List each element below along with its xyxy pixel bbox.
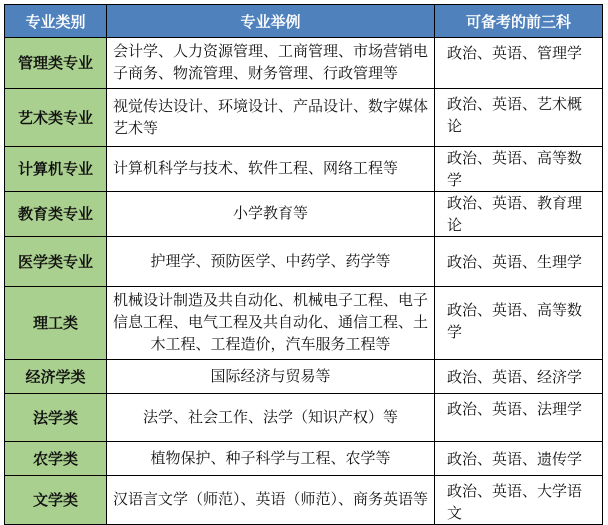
examples-cell: 会计学、人力资源管理、工商管理、市场营销电子商务、物流管理、财务管理、行政管理等 bbox=[107, 38, 435, 89]
table-row bbox=[5, 237, 603, 287]
subjects-cell: 政治、英语、大学语文 bbox=[435, 476, 603, 525]
category-cell: 艺术类专业 bbox=[5, 89, 107, 147]
subjects-cell: 政治、英语、高等数学 bbox=[435, 287, 603, 360]
subjects-cell: 政治、英语、遗传学 bbox=[435, 442, 603, 476]
category-cell: 教育类专业 bbox=[5, 192, 107, 237]
subjects-cell: 政治、英语、生理学 bbox=[435, 237, 603, 287]
table-row bbox=[5, 38, 603, 89]
table-row bbox=[5, 192, 603, 237]
header-examples: 专业举例 bbox=[107, 5, 435, 38]
table-row bbox=[5, 442, 603, 476]
category-cell: 农学类 bbox=[5, 442, 107, 476]
table-row bbox=[5, 147, 603, 192]
category-cell: 法学类 bbox=[5, 394, 107, 442]
examples-cell: 国际经济与贸易等 bbox=[107, 360, 435, 394]
table-row bbox=[5, 287, 603, 360]
subjects-cell: 政治、英语、教育理论 bbox=[435, 192, 603, 237]
category-cell: 计算机专业 bbox=[5, 147, 107, 192]
subjects-cell: 政治、英语、高等数学 bbox=[435, 147, 603, 192]
subjects-cell: 政治、英语、艺术概论 bbox=[435, 89, 603, 147]
examples-cell: 护理学、预防医学、中药学、药学等 bbox=[107, 237, 435, 287]
category-cell: 医学类专业 bbox=[5, 237, 107, 287]
table-header-row bbox=[5, 5, 603, 38]
subjects-cell: 政治、英语、经济学 bbox=[435, 360, 603, 394]
subjects-cell: 政治、英语、管理学 bbox=[435, 38, 603, 89]
category-cell: 理工类 bbox=[5, 287, 107, 360]
subjects-cell: 政治、英语、法理学 bbox=[435, 394, 603, 442]
category-cell: 经济学类 bbox=[5, 360, 107, 394]
header-category: 专业类别 bbox=[5, 5, 107, 38]
category-cell: 文学类 bbox=[5, 476, 107, 525]
majors-table bbox=[4, 4, 603, 525]
examples-cell: 植物保护、种子科学与工程、农学等 bbox=[107, 442, 435, 476]
examples-cell: 计算机科学与技术、软件工程、网络工程等 bbox=[107, 147, 435, 192]
table-row bbox=[5, 360, 603, 394]
examples-cell: 小学教育等 bbox=[107, 192, 435, 237]
examples-cell: 机械设计制造及共自动化、机械电子工程、电子信息工程、电气工程及共自动化、通信工程、土木工程、工程造价，汽车服务工程等 bbox=[107, 287, 435, 360]
examples-cell: 法学、社会工作、法学（知识产权）等 bbox=[107, 394, 435, 442]
table-row bbox=[5, 394, 603, 442]
category-cell: 管理类专业 bbox=[5, 38, 107, 89]
table-row bbox=[5, 476, 603, 525]
examples-cell: 汉语言文学（师范）、英语（师范）、商务英语等 bbox=[107, 476, 435, 525]
header-subjects: 可备考的前三科 bbox=[435, 5, 603, 38]
examples-cell: 视觉传达设计、环境设计、产品设计、数字媒体艺术等 bbox=[107, 89, 435, 147]
table-row bbox=[5, 89, 603, 147]
